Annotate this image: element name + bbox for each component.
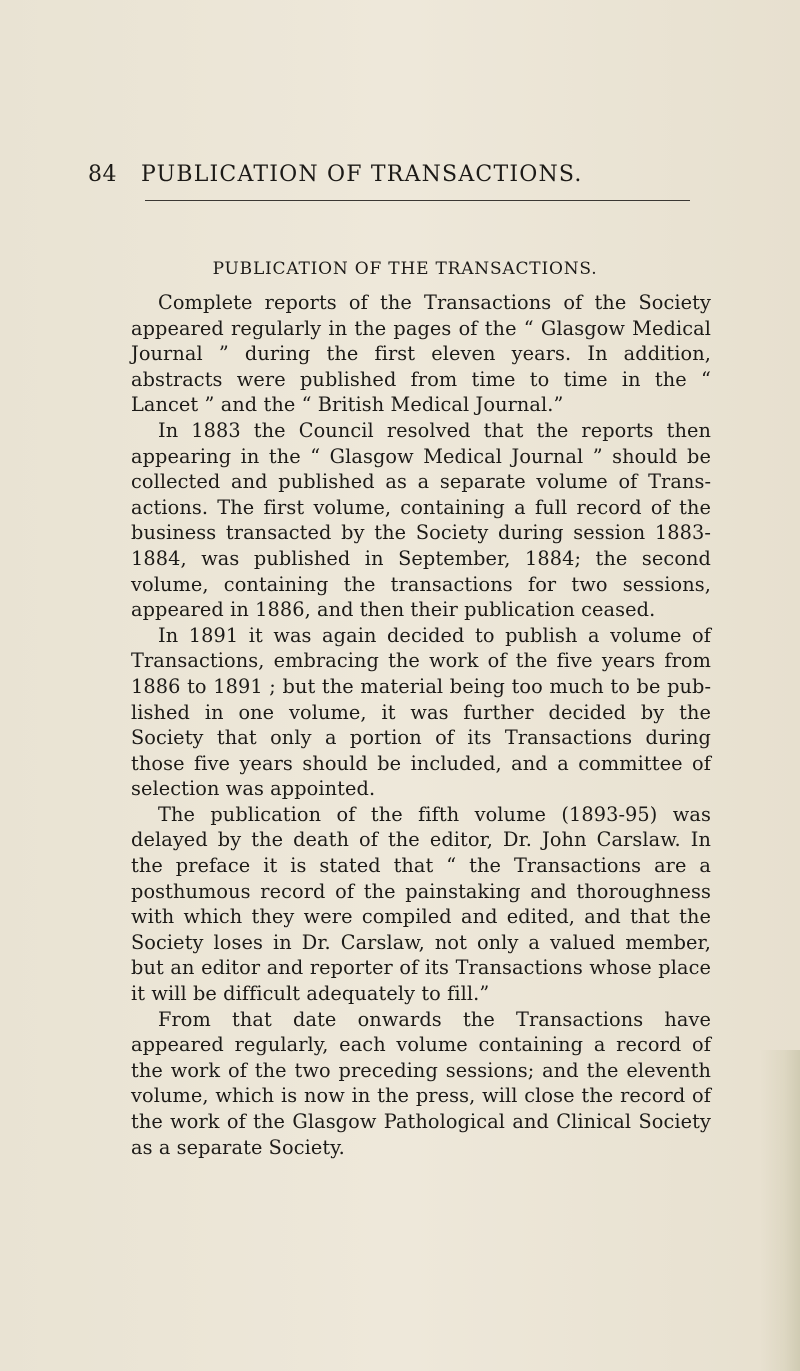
paragraph: In 1883 the Council resolved that the reports then appearing in the “ Glasgow Medical Journal ” should be collected and published as a separate volume of Transactions. The first volume, containing a full record of the business transacted by the Society during session 1883-1884, was published in September, 1884; the second volume, containing the transactions for two sessions, appeared in 1886, and then their publication ceased. — [131, 418, 711, 622]
section-title: PUBLICATION OF THE TRANSACTIONS. — [212, 259, 598, 279]
body-text — [131, 290, 711, 1160]
running-header — [88, 162, 708, 192]
paragraph: The publication of the fifth volume (1893-95) was delayed by the death of the editor, Dr. John Carslaw. In the preface it is stated that “ the Transactions are a posthumous record of the painstaking and thoroughness with which they were compiled and edited, and that the Society loses in Dr. Carslaw, not only a valued member, but an editor and reporter of its Transactions whose place it will be difficult adequately to fill.” — [131, 802, 711, 1006]
header-rule — [145, 200, 690, 201]
paragraph: Complete reports of the Transactions of the Society appeared regularly in the pages of the “ Glasgow Medical Journal ” during the first eleven years. In addition, abstracts were published from time to time in the “ Lancet ” and the “ British Medical Journal.” — [131, 291, 711, 417]
page-number: 84 — [88, 162, 117, 187]
paragraph: From that date onwards the Transactions have appeared regularly, each volume containing a record of the work of the two preceding sessions; and the eleventh volume, which is now in the press, will close the record of the work of the Glasgow Pathological and Clinical Society as a separate Society. — [131, 1007, 711, 1159]
running-title: PUBLICATION OF TRANSACTIONS. — [141, 162, 583, 187]
page-edge-shading — [760, 1050, 800, 1371]
paragraph: In 1891 it was again decided to publish a volume of Transactions, embracing the work of the five years from 1886 to 1891 ; but the material being too much to be published in one volume, it was further decided by the Society that only a portion of its Transactions during those five years should be included, and a committee of selection was appointed. — [131, 623, 711, 801]
